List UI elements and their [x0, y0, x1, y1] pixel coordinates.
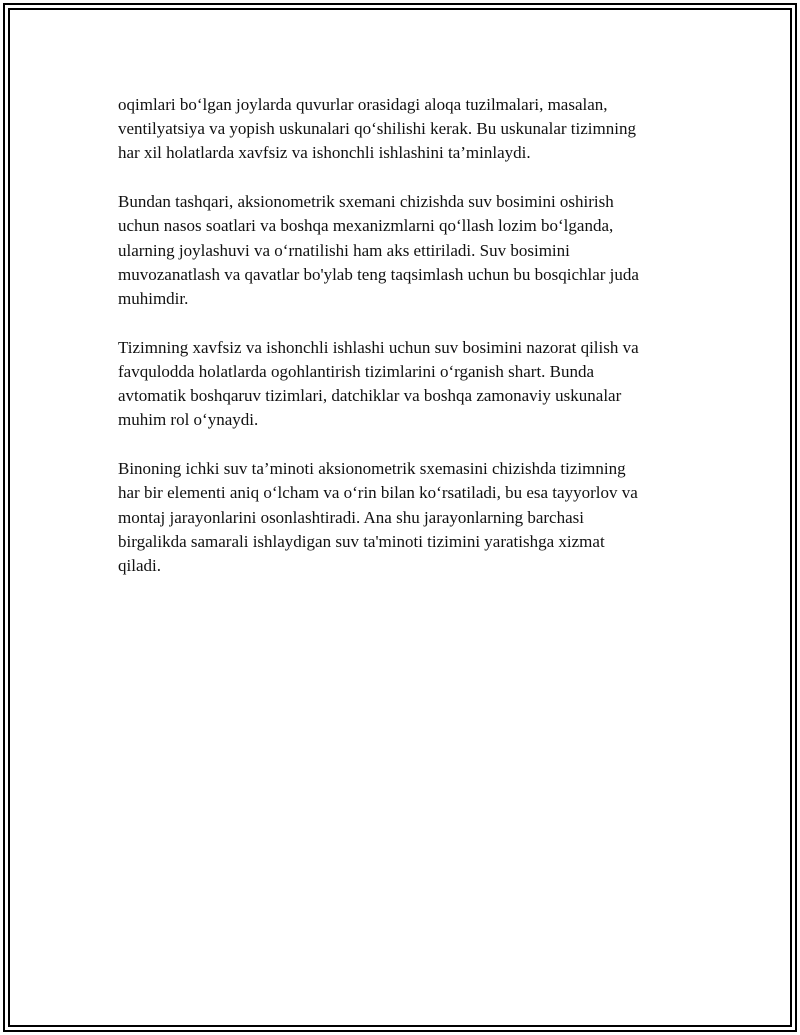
- paragraph-line: ventilyatsiya va yopish uskunalari qo‘shilishi kerak. Bu uskunalar tizimning: [118, 119, 636, 139]
- paragraph-3: [118, 336, 693, 433]
- paragraph-line: oqimlari bo‘lgan joylarda quvurlar orasidagi aloqa tuzilmalari, masalan,: [118, 95, 608, 114]
- paragraph-2: [118, 190, 693, 311]
- paragraph-line: Binoning ichki suv ta’minoti aksionometrik sxemasini chizishda tizimning: [118, 459, 626, 479]
- paragraph-line: birgalikda samarali ishlaydigan suv ta'minoti tizimini yaratishga xizmat: [118, 531, 605, 551]
- paragraph-line: muhimdir.: [118, 289, 189, 309]
- paragraph-line: favqulodda holatlarda ogohlantirish tizimlarini o‘rganish shart. Bunda: [118, 362, 595, 382]
- paragraph-line: har bir elementi aniq o‘lcham va o‘rin bilan ko‘rsatiladi, bu esa tayyorlov va: [118, 483, 638, 503]
- paragraph-line: avtomatik boshqaruv tizimlari, datchiklar va boshqa zamonaviy uskunalar: [118, 386, 622, 406]
- document-body: [118, 93, 693, 603]
- paragraph-line: muvozanatlash va qavatlar bo'ylab teng taqsimlash uchun bu bosqichlar juda: [118, 264, 639, 284]
- paragraph-line: ularning joylashuvi va o‘rnatilishi ham aks ettiriladi. Suv bosimini: [118, 240, 570, 260]
- paragraph-line: har xil holatlarda xavfsiz va ishonchli ishlashini ta’minlaydi.: [118, 143, 531, 163]
- paragraph-line: uchun nasos soatlari va boshqa mexanizmlarni qo‘llash lozim bo‘lganda,: [118, 216, 614, 236]
- paragraph-line: Tizimning xavfsiz va ishonchli ishlashi uchun suv bosimini nazorat qilish va: [118, 337, 639, 357]
- paragraph-line: Bundan tashqari, aksionometrik sxemani chizishda suv bosimini oshirish: [118, 192, 614, 212]
- paragraph-line: montaj jarayonlarini osonlashtiradi. Ana shu jarayonlarning barchasi: [118, 507, 584, 527]
- paragraph-4: [118, 457, 693, 578]
- paragraph-line: muhim rol o‘ynaydi.: [118, 410, 259, 430]
- paragraph-line: qiladi.: [118, 556, 161, 576]
- paragraph-1: [118, 93, 693, 166]
